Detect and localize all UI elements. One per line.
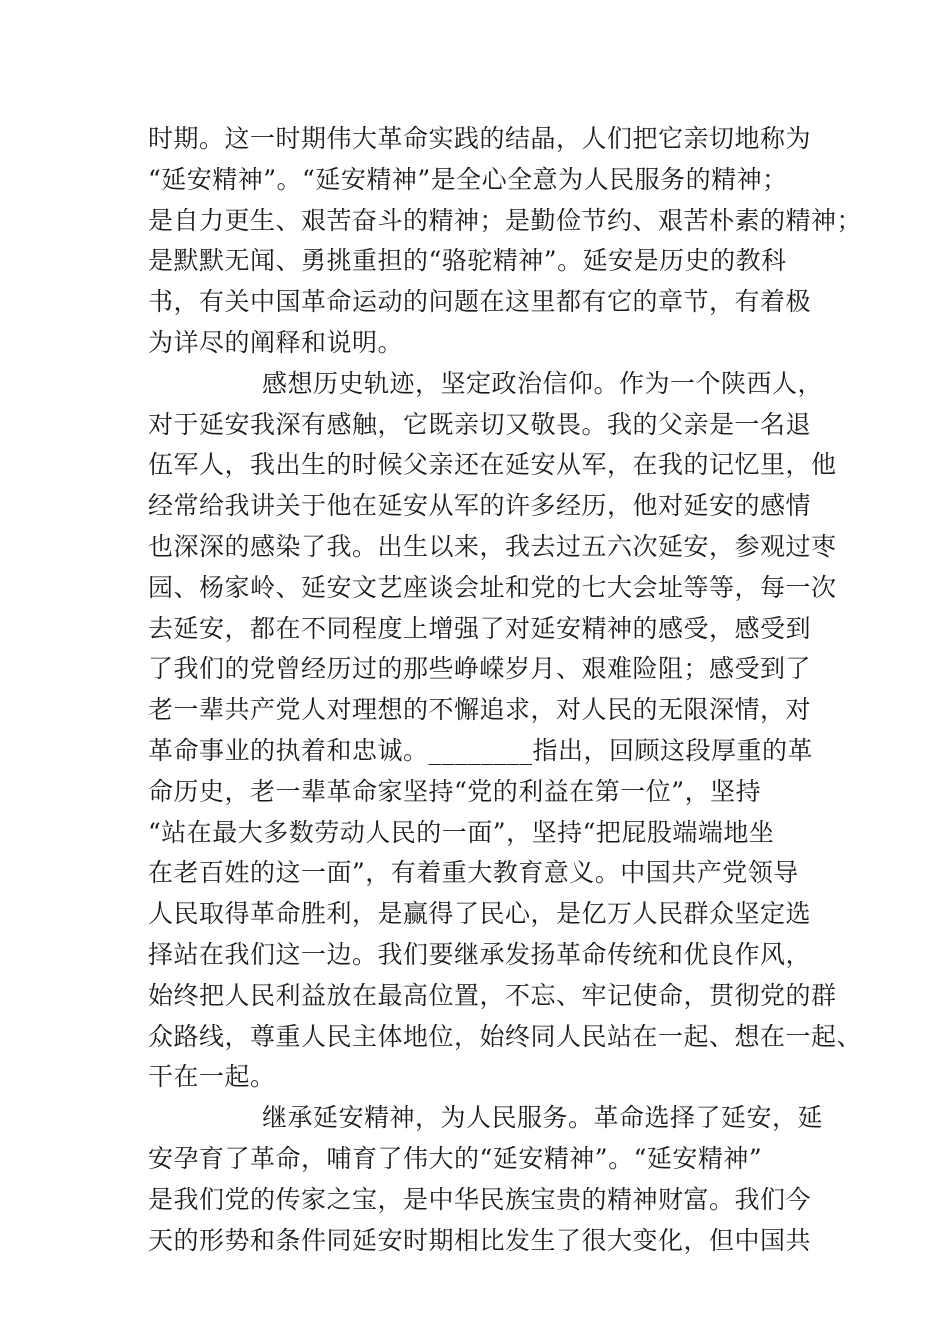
text-line: 革命事业的执着和忠诚。________指出，回顾这段厚重的革 xyxy=(148,735,814,765)
text-line: 时期。这一时期伟大革命实践的结晶，人们把它亲切地称为 xyxy=(148,124,812,153)
document-body xyxy=(148,119,863,1261)
paragraph xyxy=(148,119,863,364)
text-line: 是默默无闻、勇挑重担的“骆驼精神”。延安是历史的教科 xyxy=(148,246,787,276)
paragraph xyxy=(148,364,863,1098)
text-line: 感想历史轨迹，坚定政治信仰。作为一个陕西人， xyxy=(262,368,824,398)
text-line: 是自力更生、艰苦奋斗的精神；是勤俭节约、艰苦朴素的精神； xyxy=(148,205,863,235)
text-line: 继承延安精神，为人民服务。革命选择了延安，延 xyxy=(262,1103,824,1133)
text-line: 干在一起。 xyxy=(148,1062,276,1092)
text-line: 天的形势和条件同延安时期相比发生了很大变化，但中国共 xyxy=(148,1225,812,1255)
text-line: 始终把人民利益放在最高位置，不忘、牢记使命，贯彻党的群 xyxy=(148,980,837,1010)
text-line: 去延安，都在不同程度上增强了对延安精神的感受，感受到 xyxy=(148,613,812,643)
text-line: 老一辈共产党人对理想的不懈追求，对人民的无限深情，对 xyxy=(148,695,812,725)
text-line: 在老百姓的这一面”，有着重大教育意义。中国共产党领导 xyxy=(148,858,799,888)
paragraph xyxy=(148,1098,828,1261)
text-line: 择站在我们这一边。我们要继承发扬革命传统和优良作风， xyxy=(148,939,812,969)
text-line: 书，有关中国革命运动的问题在这里都有它的章节，有着极 xyxy=(148,287,812,317)
text-line: 安孕育了革命，哺育了伟大的“延安精神”。“延安精神” xyxy=(148,1143,763,1173)
text-line: 是我们党的传家之宝，是中华民族宝贵的精神财富。我们今 xyxy=(148,1184,812,1214)
text-line: 伍军人，我出生的时候父亲还在延安从军，在我的记忆里，他 xyxy=(148,450,837,480)
text-line: “延安精神”。“延安精神”是全心全意为人民服务的精神； xyxy=(148,164,788,194)
text-line: 园、杨家岭、延安文艺座谈会址和党的七大会址等等，每一次 xyxy=(148,572,837,602)
text-line: 为详尽的阐释和说明。 xyxy=(148,327,404,357)
text-line: 了我们的党曾经历过的那些峥嵘岁月、艰难险阻；感受到了 xyxy=(148,654,812,684)
text-line: 人民取得革命胜利，是赢得了民心，是亿万人民群众坚定选 xyxy=(148,899,812,929)
text-line: 众路线，尊重人民主体地位，始终同人民站在一起、想在一起、 xyxy=(148,1021,863,1051)
text-line: “站在最大多数劳动人民的一面”，坚持“把屁股端端地坐 xyxy=(148,817,775,847)
text-line: 对于延安我深有感触，它既亲切又敬畏。我的父亲是一名退 xyxy=(148,409,812,439)
text-line: 经常给我讲关于他在延安从军的许多经历，他对延安的感情 xyxy=(148,491,812,521)
text-line: 也深深的感染了我。出生以来，我去过五六次延安，参观过枣 xyxy=(148,531,837,561)
text-line: 命历史，老一辈革命家坚持“党的利益在第一位”，坚持 xyxy=(148,776,762,806)
